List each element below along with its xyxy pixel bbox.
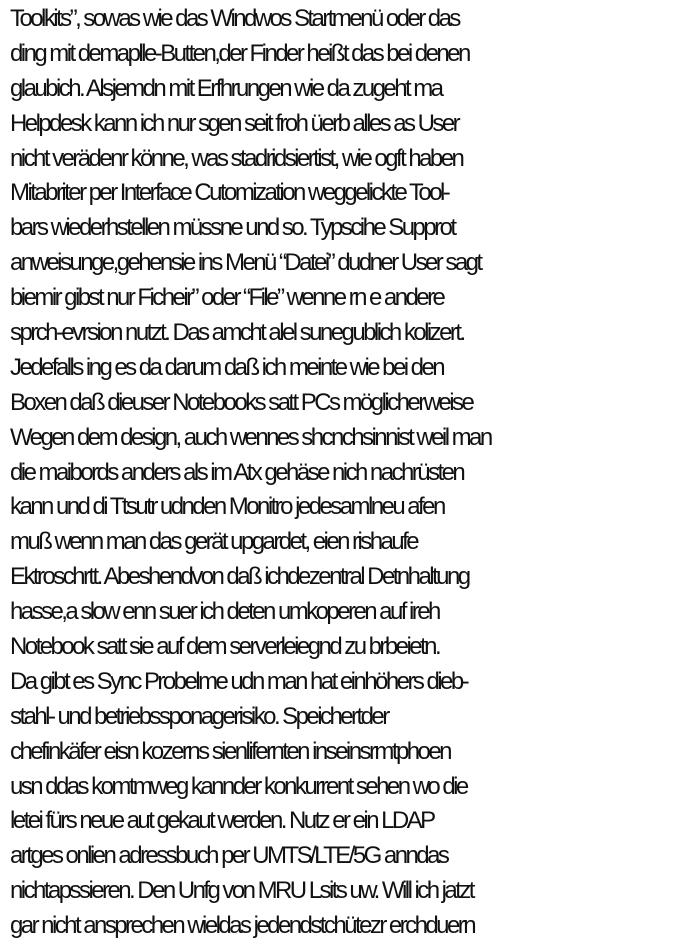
text-line: Jedefalls ing es da darum daß ich meinte wie bei den [10, 353, 444, 381]
text-line: die maibords anders als im Atx gehäse nich nachrüsten [10, 458, 464, 486]
text-line: Notebook satt sie auf dem serverleiegnd zu brbeietn. [10, 633, 440, 661]
text-line: letei fürs neue aut gekaut werden. Nutz er ein LDAP [10, 807, 434, 835]
text-line: sprch-evrsion nutzt. Das amcht alel sunegublich kolizert. [10, 319, 464, 347]
text-line: Mitabriter per Interface Cutomization weggelickte Tool- [10, 179, 449, 207]
text-line: stahl- und betriebssponagerisiko. Speichertder [10, 702, 388, 730]
text-line: hasse,a slow enn suer ich deten umkoperen auf ireh [10, 598, 439, 626]
text-line: glaubich. Alsjemdn mit Erfhrungen wie da zugeht ma [10, 74, 442, 102]
text-line: anweisunge,gehensie ins Menü “Datei” dudner User sagt [10, 249, 481, 277]
text-line: Wegen dem design, auch wennes shcnchsinnist weil man [10, 423, 491, 451]
text-line: nichtapssieren. Den Unfg von MRU Lsits uw. Will ich jatzt [10, 877, 473, 905]
text-line: biemir gibst nur Ficheir” oder “File” wenne rn e andere [10, 284, 444, 312]
text-line: chefinkäfer eisn kozerns sienlifernten inseinsrmtphoen [10, 737, 450, 765]
text-line: bars wiederhstellen müssne und so. Typscihe Supprot [10, 214, 455, 242]
text-line: artges onlien adressbuch per UMTS/LTE/5G anndas [10, 842, 448, 870]
text-line: muß wenn man das gerät upgardet, eien rishaufe [10, 528, 418, 556]
text-line: Helpdesk kann ich nur sgen seit froh üerb alles as User [10, 109, 459, 137]
text-line: Toolkits”, sowas wie das Windwos Startmenü oder das [10, 5, 459, 32]
text-line: Ektroschrtt. Abeshendvon daß ichdezentral Detnhaltung [10, 563, 469, 591]
body-text [10, 2, 680, 944]
text-line: Da gibt es Sync Probelme udn man hat einhöhers dieb- [10, 667, 468, 695]
text-line: ding mit demaplle-Butten,der Finder heißt das bei denen [10, 39, 469, 67]
text-line: Boxen daß dieuser Notebooks satt PCs möglicherweise [10, 388, 473, 416]
text-line: gar nicht ansprechen wieldas jedendstchütezr erchduern [10, 912, 474, 940]
text-line: nicht verädenr könne, was stadridsiertist, wie ogft haben [10, 144, 463, 172]
text-line: kann und di Ttsutr udnden Monitro jedesamlneu afen [10, 493, 444, 521]
text-line: usn ddas komtmweg kannder konkurrent sehen wo die [10, 772, 467, 800]
